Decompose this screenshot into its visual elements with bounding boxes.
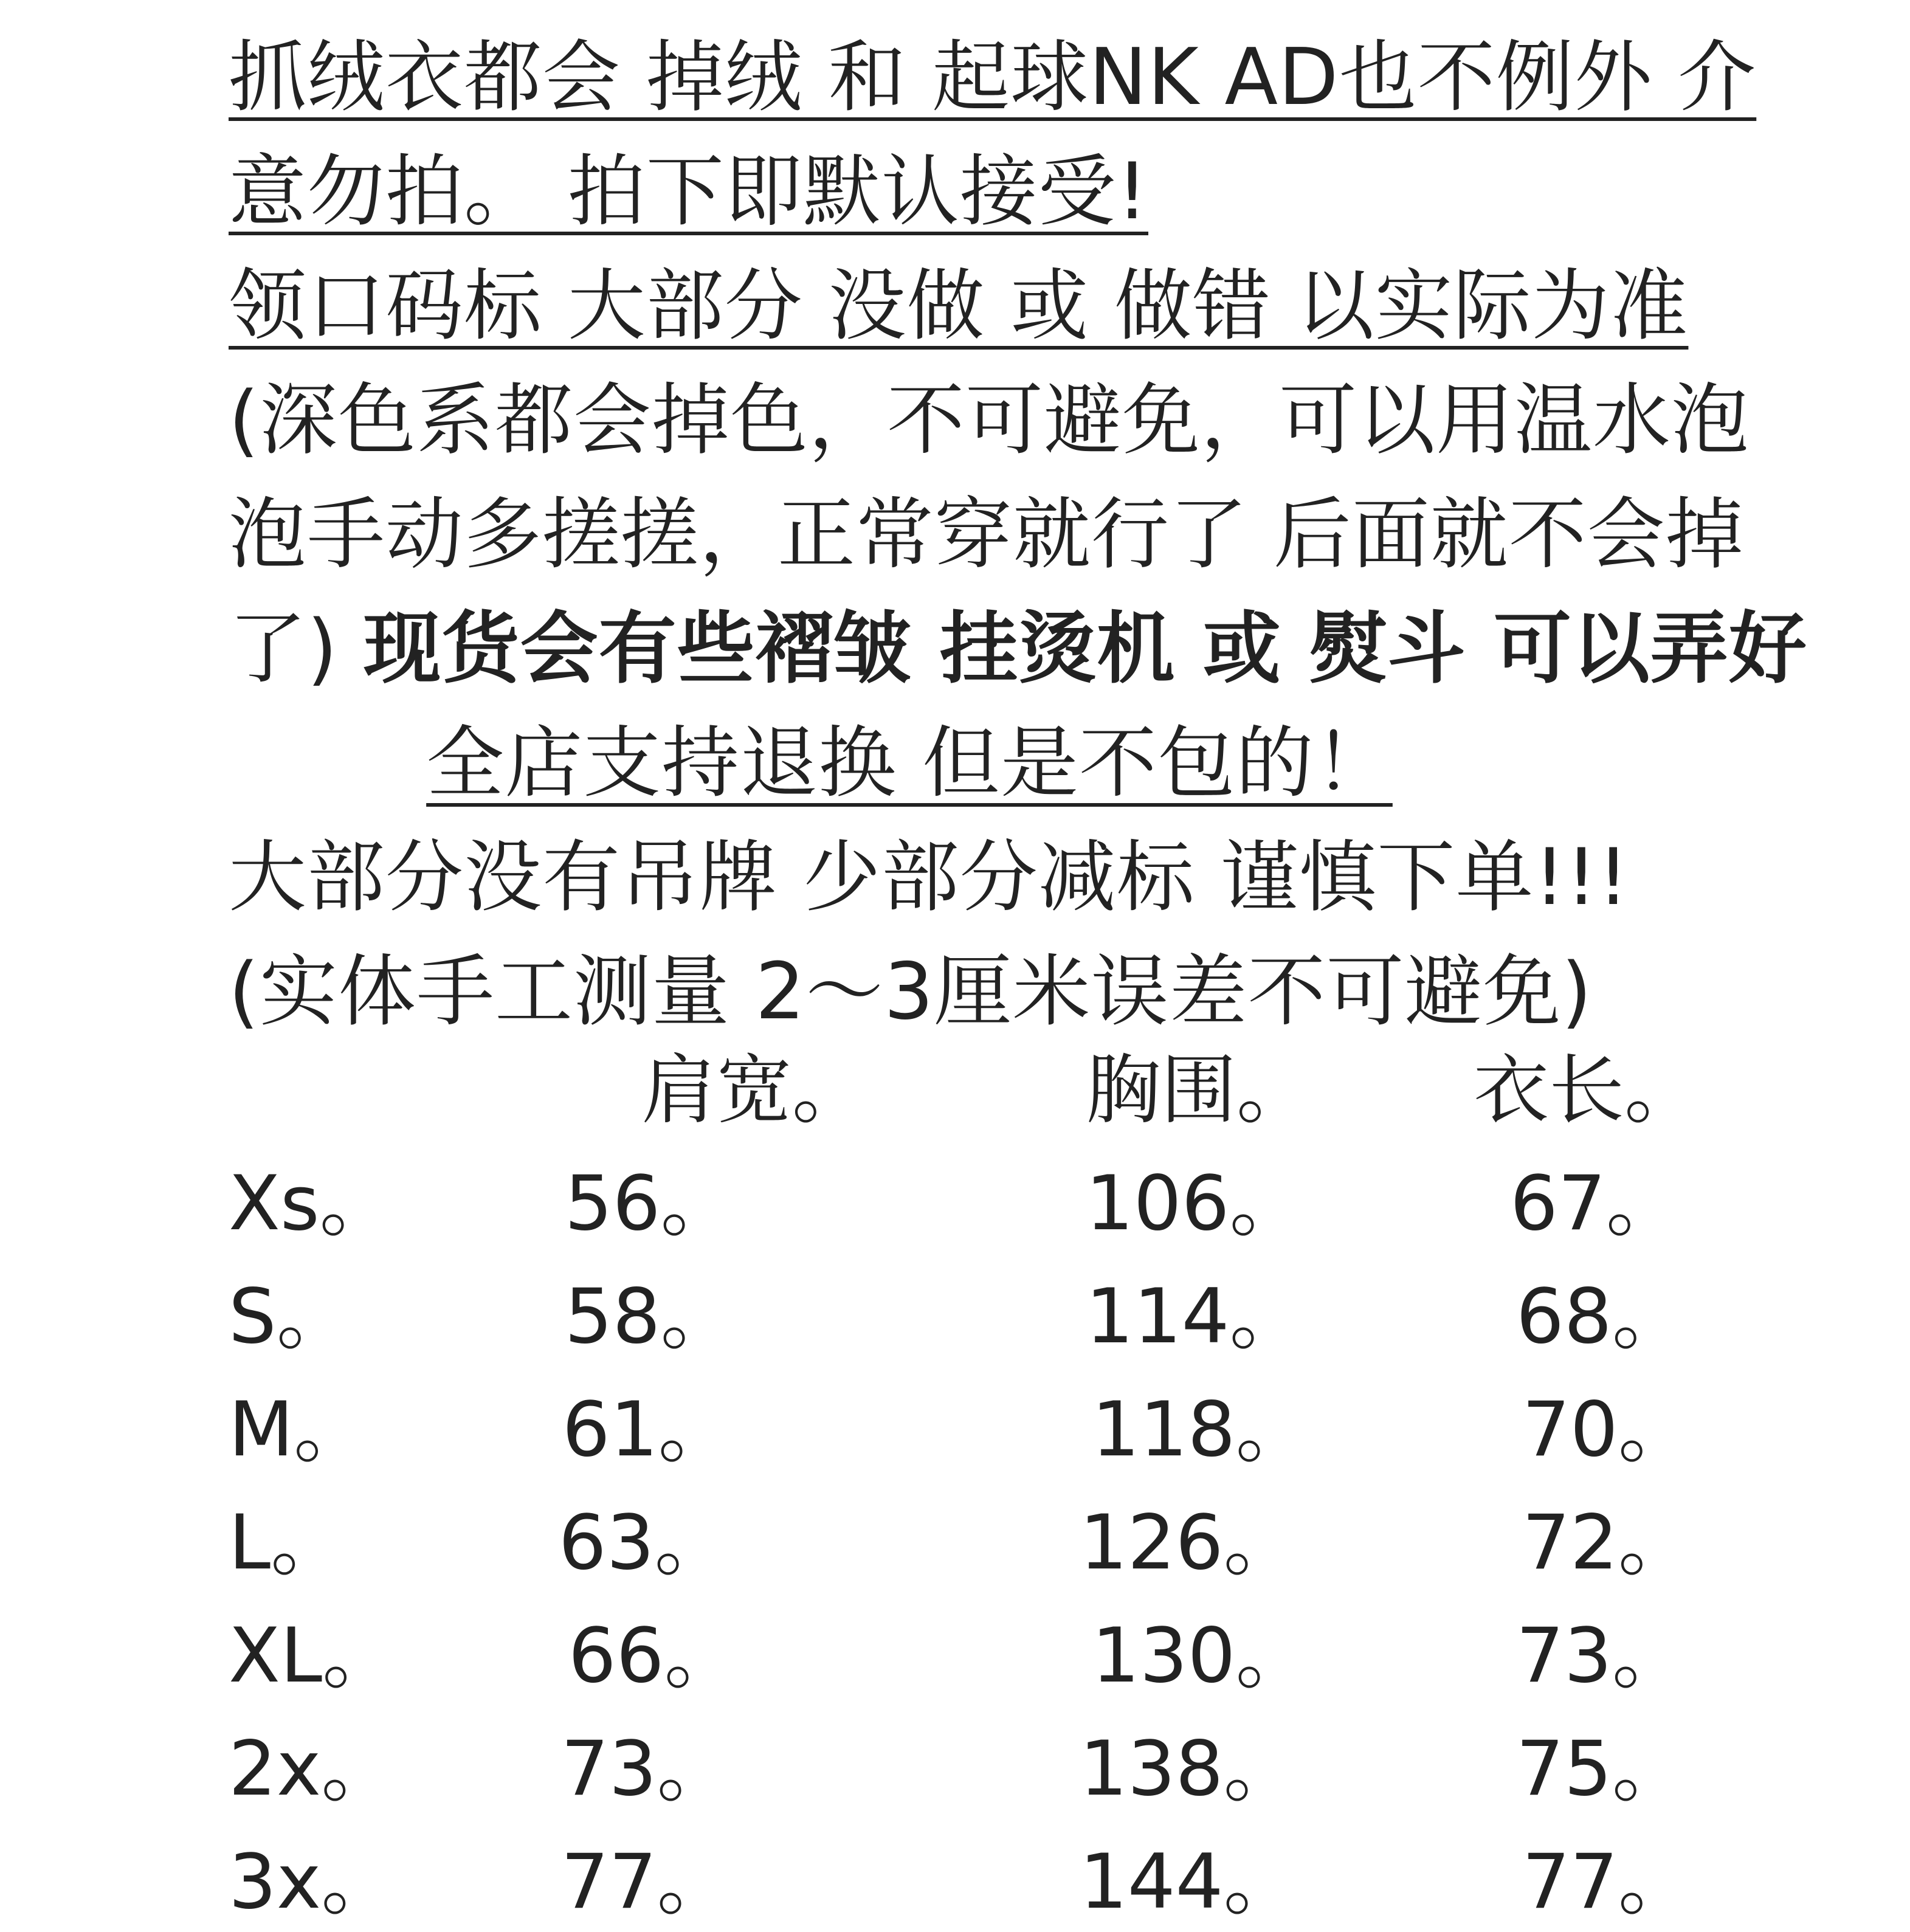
table-row — [229, 1480, 1700, 1593]
chest-cell: 138。 — [1079, 1725, 1299, 1813]
note-fading-line-3 — [229, 592, 1807, 706]
size-cell: 3x。 — [229, 1838, 397, 1926]
length-cell: 68。 — [1515, 1273, 1688, 1361]
note-collar-label: 领口码标 大部分 没做 或 做错 以实际为准 — [229, 261, 1689, 351]
shoulder-cell: 56。 — [564, 1160, 736, 1247]
note-pilling-line-1: 抓绒衣都会 掉绒 和 起球NK AD也不例外 介 — [229, 32, 1757, 123]
note-fading-line-2: 泡手动多搓搓，正常穿就行了 后面就不会掉 — [229, 489, 1744, 580]
chest-cell: 118。 — [1091, 1386, 1311, 1474]
note-fading-end: 了) — [229, 604, 338, 694]
header-shoulder: 肩宽。 — [641, 1047, 867, 1134]
length-cell: 70。 — [1522, 1386, 1694, 1474]
notes-block — [229, 21, 1807, 1049]
size-table — [229, 1027, 1700, 1932]
shoulder-cell: 61。 — [562, 1386, 734, 1474]
length-cell: 77。 — [1522, 1838, 1694, 1926]
size-table-header — [229, 1027, 1700, 1140]
note-pilling-line-2: 意勿拍。 拍下即默认接受! — [229, 147, 1149, 237]
shoulder-cell: 66。 — [568, 1612, 740, 1700]
size-cell: 2x。 — [229, 1725, 397, 1813]
length-cell: 75。 — [1515, 1725, 1688, 1813]
table-row — [229, 1367, 1700, 1480]
header-size — [229, 1027, 532, 1140]
size-cell: S。 — [229, 1273, 352, 1361]
chest-cell: 144。 — [1079, 1838, 1299, 1926]
length-cell: 72。 — [1522, 1499, 1694, 1587]
table-row — [229, 1140, 1700, 1254]
note-returns: 全店支持退换 但是不包的！ — [426, 718, 1393, 809]
table-row — [229, 1254, 1700, 1367]
chest-cell: 130。 — [1091, 1612, 1311, 1700]
size-cell: M。 — [229, 1386, 369, 1474]
note-measurement: (实体手工测量 2～3厘米误差不可避免) — [229, 947, 1593, 1037]
shoulder-cell: 73。 — [560, 1725, 733, 1813]
shoulder-cell: 63。 — [558, 1499, 730, 1587]
length-cell: 67。 — [1509, 1160, 1681, 1247]
note-wrinkles-bold: 现货会有些褶皱 挂烫机 或 熨斗 可以弄好 — [363, 604, 1807, 694]
header-chest: 胸围。 — [1085, 1047, 1312, 1134]
chest-cell: 114。 — [1085, 1273, 1305, 1361]
shoulder-cell: 58。 — [564, 1273, 736, 1361]
chest-cell: 126。 — [1079, 1499, 1299, 1587]
table-row — [229, 1706, 1700, 1819]
table-row — [229, 1593, 1700, 1706]
note-returns-line — [229, 706, 1700, 821]
size-cell: XL。 — [229, 1612, 398, 1700]
note-tags: 大部分没有吊牌 少部分减标 谨慎下单!!! — [229, 832, 1630, 923]
size-cell: L。 — [229, 1499, 346, 1587]
length-cell: 73。 — [1515, 1612, 1688, 1700]
chest-cell: 106。 — [1085, 1160, 1305, 1247]
header-length: 衣长。 — [1473, 1047, 1700, 1134]
shoulder-cell: 77。 — [560, 1838, 733, 1926]
size-cell: Xs。 — [229, 1160, 395, 1247]
note-fading-line-1: (深色系都会掉色，不可避免，可以用温水泡 — [229, 375, 1750, 466]
table-row — [229, 1819, 1700, 1932]
